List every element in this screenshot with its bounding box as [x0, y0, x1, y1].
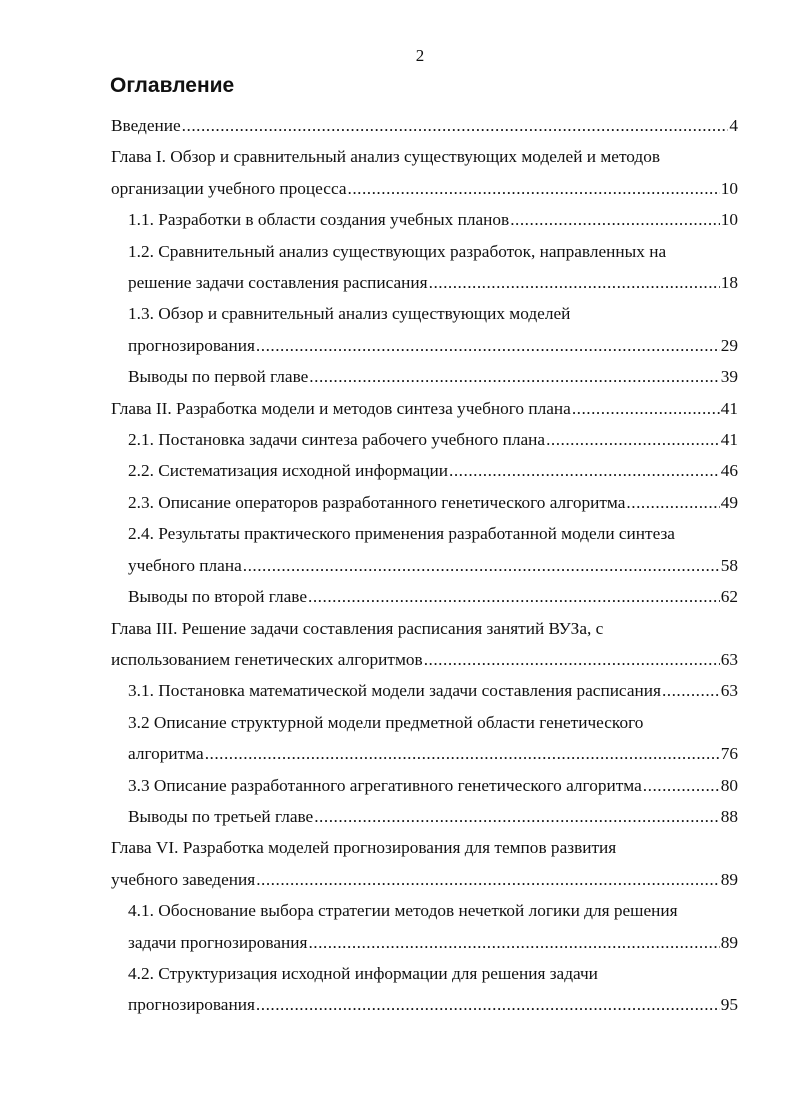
toc-entry-last-line [128, 738, 738, 769]
toc-section-entry[interactable] [111, 204, 738, 235]
toc-chapter-entry[interactable] [111, 613, 738, 676]
toc-entry-text: 1.1. Разработки в области создания учебных планов [128, 210, 510, 230]
toc-page-number: 89 [720, 869, 738, 889]
dot-leader [314, 801, 719, 832]
dot-leader [256, 989, 720, 1020]
toc-entry-last-line [128, 455, 738, 486]
toc-title: Оглавление [110, 74, 235, 97]
toc-section-entry[interactable] [111, 958, 738, 1021]
toc-page-number: 18 [720, 273, 738, 293]
dot-leader [662, 675, 720, 706]
toc-page-number: 89 [720, 932, 738, 952]
toc-entry-last-line [111, 110, 738, 141]
toc-entry-text: задачи прогнозирования [128, 932, 308, 952]
toc-section-entry[interactable] [111, 801, 738, 832]
dot-leader [449, 455, 720, 486]
toc-entry-text: Глава II. Разработка модели и методов синтеза учебного плана [111, 398, 571, 418]
dot-leader [205, 738, 720, 769]
toc-entry-last-line [128, 581, 738, 612]
toc-entry-last-line [128, 927, 738, 958]
toc-page-number: 63 [720, 681, 738, 701]
toc-entry-text: Выводы по второй главе [128, 587, 308, 607]
toc-entry-text: организации учебного процесса [111, 178, 347, 198]
toc-section-entry[interactable] [111, 424, 738, 455]
toc-entry-text: Выводы по третьей главе [128, 806, 314, 826]
dot-leader [643, 770, 720, 801]
dot-leader [424, 644, 720, 675]
dot-leader [510, 204, 720, 235]
toc-entry-text: 2.3. Описание операторов разработанного генетического алгоритма [128, 492, 626, 512]
toc-entry-text: Выводы по первой главе [128, 367, 309, 387]
toc-entry-last-line [111, 173, 738, 204]
toc-entry-text: 1.3. Обзор и сравнительный анализ существующих моделей [128, 304, 571, 324]
page-number: 2 [415, 46, 425, 65]
toc-page-number: 62 [720, 587, 738, 607]
toc-entry-text: использованием генетических алгоритмов [111, 649, 423, 669]
toc-section-entry[interactable] [111, 361, 738, 392]
dot-leader [348, 173, 720, 204]
toc-entry-text: 3.3 Описание разработанного агрегативного генетического алгоритма [128, 775, 642, 795]
toc-section-entry[interactable] [111, 895, 738, 958]
dot-leader [309, 361, 719, 392]
toc-entry-last-line [128, 675, 738, 706]
toc-chapter-entry[interactable] [111, 393, 738, 424]
toc-entry-text: прогнозирования [128, 995, 255, 1015]
dot-leader [626, 487, 719, 518]
toc-entry-last-line [128, 267, 738, 298]
toc-page-number: 49 [720, 492, 738, 512]
toc-entry-last-line [128, 424, 738, 455]
toc-section-entry[interactable] [111, 298, 738, 361]
toc-section-entry[interactable] [111, 487, 738, 518]
toc-entry-text: прогнозирования [128, 335, 255, 355]
toc-entry-text: алгоритма [128, 744, 204, 764]
table-of-contents [111, 110, 738, 1021]
dot-leader [256, 864, 720, 895]
toc-entry-text: Глава III. Решение задачи составления расписания занятий ВУЗа, с [111, 618, 604, 638]
toc-entry-last-line [111, 864, 738, 895]
toc-section-entry[interactable] [111, 707, 738, 770]
toc-entry-last-line [128, 330, 738, 361]
toc-section-entry[interactable] [111, 770, 738, 801]
toc-page-number: 63 [720, 649, 738, 669]
toc-page-number: 58 [720, 555, 738, 575]
toc-entry-last-line [128, 550, 738, 581]
toc-entry-text: 3.1. Постановка математической модели задачи составления расписания [128, 681, 661, 701]
toc-entry-text: решение задачи составления расписания [128, 273, 428, 293]
toc-page-number: 10 [720, 210, 738, 230]
toc-page-number: 29 [720, 335, 738, 355]
toc-entry-text: 4.2. Структуризация исходной информации для решения задачи [128, 963, 598, 983]
toc-chapter-entry[interactable] [111, 141, 738, 204]
toc-entry-last-line [128, 801, 738, 832]
toc-page-number: 4 [729, 116, 738, 135]
toc-page-number: 46 [720, 461, 738, 481]
dot-leader [308, 927, 719, 958]
toc-chapter-entry[interactable] [111, 832, 738, 895]
toc-chapter-entry[interactable] [111, 110, 738, 141]
dot-leader [256, 330, 720, 361]
toc-entry-text: Глава I. Обзор и сравнительный анализ существующих моделей и методов [111, 147, 661, 167]
dot-leader [308, 581, 720, 612]
toc-section-entry[interactable] [111, 236, 738, 299]
toc-entry-text: 2.1. Постановка задачи синтеза рабочего учебного плана [128, 430, 546, 450]
toc-section-entry[interactable] [111, 675, 738, 706]
dot-leader [243, 550, 720, 581]
toc-page-number: 41 [720, 398, 738, 418]
toc-page-number: 95 [720, 995, 738, 1015]
toc-entry-last-line [111, 644, 738, 675]
dot-leader [429, 267, 720, 298]
toc-page-number: 76 [720, 744, 738, 764]
toc-section-entry[interactable] [111, 518, 738, 581]
dot-leader [182, 110, 729, 141]
toc-entry-last-line [128, 204, 738, 235]
toc-entry-last-line [128, 770, 738, 801]
toc-section-entry[interactable] [111, 581, 738, 612]
toc-page-number: 41 [720, 430, 738, 450]
toc-page-number: 39 [720, 367, 738, 387]
toc-page-number: 88 [720, 806, 738, 826]
toc-entry-text: 4.1. Обоснование выбора стратегии методов нечеткой логики для решения [128, 901, 678, 921]
toc-entry-text: 2.2. Систематизация исходной информации [128, 461, 449, 481]
toc-entry-last-line [111, 393, 738, 424]
toc-entry-text: Введение [111, 116, 181, 135]
toc-section-entry[interactable] [111, 455, 738, 486]
toc-entry-text: учебного плана [128, 555, 242, 575]
toc-page-number: 80 [720, 775, 738, 795]
toc-entry-text: 1.2. Сравнительный анализ существующих разработок, направленных на [128, 241, 667, 261]
toc-entry-last-line [128, 361, 738, 392]
dot-leader [546, 424, 720, 455]
toc-entry-text: 3.2 Описание структурной модели предметной области генетического [128, 712, 644, 732]
toc-page-number: 10 [720, 178, 738, 198]
toc-entry-text: учебного заведения [111, 869, 256, 889]
toc-entry-last-line [128, 487, 738, 518]
toc-entry-last-line [128, 989, 738, 1020]
toc-entry-text: 2.4. Результаты практического применения разработанной модели синтеза [128, 524, 675, 544]
dot-leader [572, 393, 720, 424]
toc-entry-text: Глава VI. Разработка моделей прогнозирования для темпов развития [111, 838, 617, 858]
